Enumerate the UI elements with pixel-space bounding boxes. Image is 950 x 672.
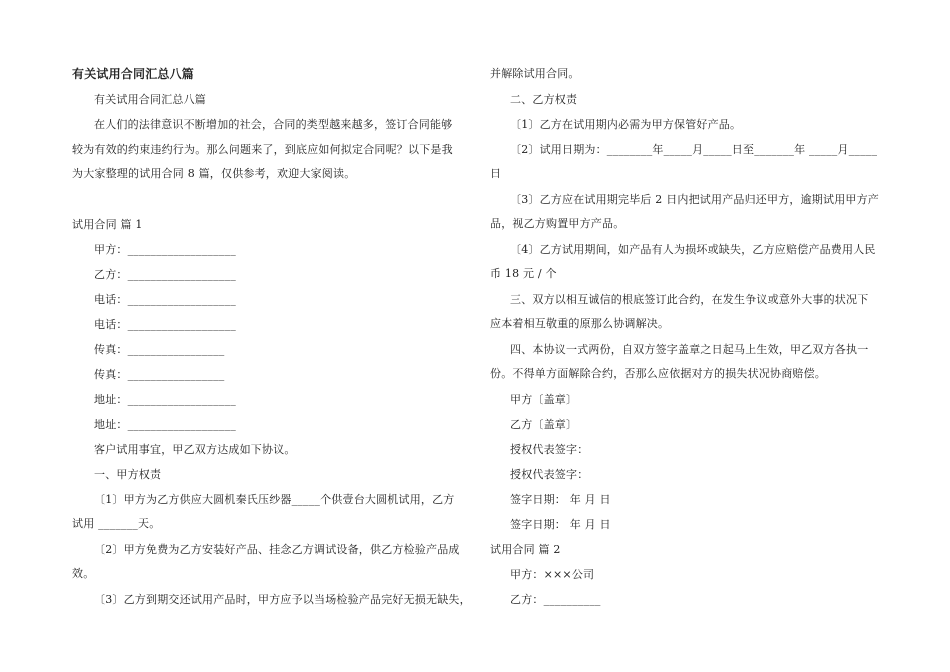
form-line: 甲方：×××公司 bbox=[510, 568, 595, 581]
paragraph-line: 〔2〕甲方免费为乙方安装好产品、挂念乙方调试设备，供乙方检验产品成 bbox=[94, 543, 460, 556]
paragraph-line: 并解除试用合同。 bbox=[490, 67, 580, 80]
paragraph-line: 〔4〕乙方试用期间，如产品有人为损坏或缺失，乙方应赔偿产品费用人民 bbox=[510, 243, 876, 256]
section-heading: 二、乙方权责 bbox=[510, 93, 578, 106]
form-line: 电话：___________________ bbox=[94, 293, 236, 306]
form-line: 地址：___________________ bbox=[94, 393, 236, 406]
paragraph-line: 有关试用合同汇总八篇 bbox=[94, 93, 206, 106]
paragraph-line: 较为有效的约束违约行为。那么问题来了，到底应如何拟定合同呢？以下是我 bbox=[72, 143, 453, 156]
paragraph-line: 试用 _______天。 bbox=[72, 517, 161, 530]
section-heading: 试用合同 篇 2 bbox=[490, 543, 561, 556]
document-title: 有关试用合同汇总八篇 bbox=[72, 67, 195, 81]
signature-line: 授权代表签字： bbox=[510, 443, 589, 456]
paragraph-line: 为大家整理的试用合同 8 篇，仅供参考，欢迎大家阅读。 bbox=[72, 167, 356, 180]
paragraph-line: 〔2〕试用日期为：________年_____月_____日至_______年 _____月_____ bbox=[510, 143, 878, 156]
paragraph-line: 〔1〕乙方在试用期内必需为甲方保管好产品。 bbox=[510, 118, 742, 131]
paragraph-line: 三、双方以相互诚信的根底签订此合约，在发生争议或意外大事的状况下 bbox=[510, 293, 869, 306]
paragraph-line: 客户试用事宜，甲乙双方达成如下协议。 bbox=[94, 443, 296, 456]
paragraph-line: 〔3〕乙方到期交还试用产品时，甲方应予以当场检验产品完好无损无缺失， bbox=[94, 593, 471, 606]
paragraph-line: 品，视乙方购置甲方产品。 bbox=[490, 217, 625, 230]
paragraph-line: 份。不得单方面解除合约，否那么应依据对方的损失状况协商赔偿。 bbox=[490, 367, 826, 380]
date-line: 签字日期： 年 月 日 bbox=[510, 493, 611, 506]
form-line: 传真：_________________ bbox=[94, 368, 225, 381]
paragraph-line: 在人们的法律意识不断增加的社会，合同的类型越来越多，签订合同能够 bbox=[94, 118, 453, 131]
section-heading: 试用合同 篇 1 bbox=[72, 218, 143, 231]
signature-line: 甲方〔盖章〕 bbox=[510, 393, 578, 406]
paragraph-line: 一、甲方权责 bbox=[94, 468, 162, 481]
paragraph-line: 四、本协议一式两份，自双方签字盖章之日起马上生效，甲乙双方各执一 bbox=[510, 343, 869, 356]
signature-line: 授权代表签字： bbox=[510, 468, 589, 481]
paragraph-line: 〔3〕乙方应在试用期完毕后 2 日内把试用产品归还甲方，逾期试用甲方产 bbox=[510, 193, 879, 206]
form-line: 乙方：___________________ bbox=[94, 268, 236, 281]
paragraph-line: 应本着相互敬重的原那么协调解决。 bbox=[490, 317, 670, 330]
form-line: 电话：___________________ bbox=[94, 318, 236, 331]
paragraph-line: 效。 bbox=[72, 567, 95, 580]
paragraph-line: 日 bbox=[490, 167, 502, 180]
form-line: 甲方：___________________ bbox=[94, 243, 236, 256]
signature-line: 乙方〔盖章〕 bbox=[510, 418, 578, 431]
paragraph-line: 币 18 元 / 个 bbox=[490, 267, 557, 280]
paragraph-line: 〔1〕甲方为乙方供应大圆机秦氏压纱器_____个供壹台大圆机试用，乙方 bbox=[94, 493, 455, 506]
date-line: 签字日期： 年 月 日 bbox=[510, 518, 611, 531]
form-line: 传真：_________________ bbox=[94, 343, 225, 356]
form-line: 乙方：__________ bbox=[510, 593, 601, 606]
form-line: 地址：___________________ bbox=[94, 418, 236, 431]
